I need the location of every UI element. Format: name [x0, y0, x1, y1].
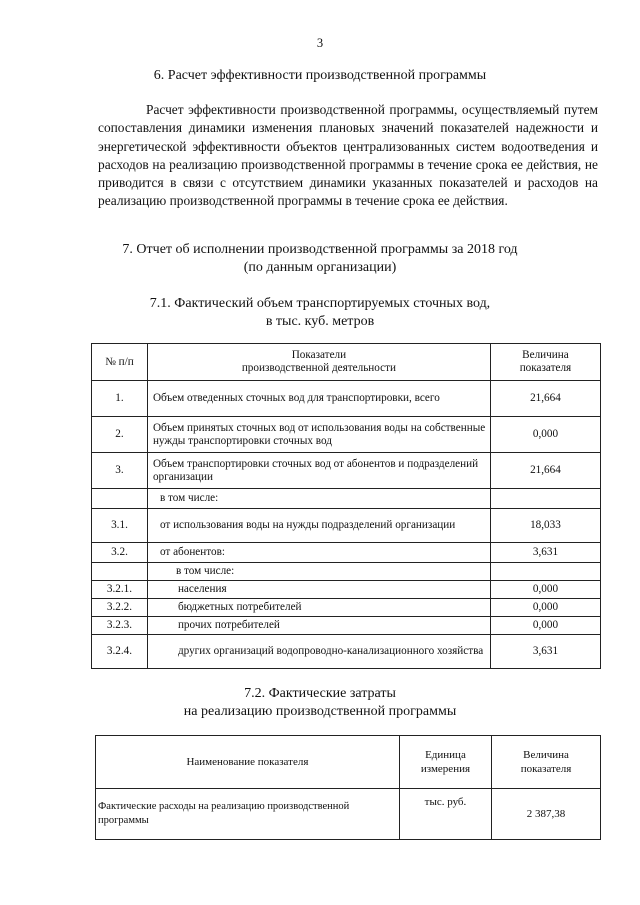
row-value [490, 489, 600, 509]
header-value [490, 344, 600, 381]
table-row [92, 599, 601, 617]
row-num: 2. [92, 417, 148, 453]
table-row [92, 563, 601, 581]
row-value: 0,000 [490, 581, 600, 599]
row-num [92, 489, 148, 509]
row-name: от использования воды на нужды подразделений организации [147, 509, 490, 543]
section-7-2-title-line2: на реализацию производственной программы [183, 704, 457, 719]
header-value-line1: Величина [522, 349, 569, 361]
section-7-2-title [0, 685, 640, 721]
row-name: других организаций водопроводно-канализационного хозяйства [147, 635, 490, 669]
header-value-line1: Величина [523, 749, 569, 761]
transport-volume-table [91, 343, 601, 669]
row-value: 2 387,38 [492, 789, 601, 840]
row-value: 21,664 [490, 453, 600, 489]
table-row [92, 581, 601, 599]
section-6-title: 6. Расчет эффективности производственной программы [153, 68, 487, 83]
row-num: 3.2.1. [92, 581, 148, 599]
header-name: Наименование показателя [96, 736, 400, 789]
row-name: в том числе: [147, 563, 490, 581]
header-unit-line2: измерения [420, 763, 471, 775]
row-num: 3.2.3. [92, 617, 148, 635]
header-name-line2: производственной деятельности [241, 362, 396, 374]
section-7-1-title [0, 295, 640, 331]
header-num: № п/п [92, 344, 148, 381]
row-num: 3.2.2. [92, 599, 148, 617]
row-value: 3,631 [490, 543, 600, 563]
row-name: от абонентов: [147, 543, 490, 563]
table-header-row [96, 736, 601, 789]
header-name [147, 344, 490, 381]
table-row [92, 453, 601, 489]
header-unit-line1: Единица [425, 749, 466, 761]
row-name: Объем отведенных сточных вод для транспортировки, всего [147, 381, 490, 417]
table-row [96, 789, 601, 840]
row-name: Объем транспортировки сточных вод от абонентов и подразделений организации [147, 453, 490, 489]
row-num: 3.2.4. [92, 635, 148, 669]
row-value: 0,000 [490, 617, 600, 635]
row-name: Фактические расходы на реализацию производственной программы [96, 789, 400, 840]
costs-table [95, 735, 601, 840]
header-value-line2: показателя [519, 362, 572, 374]
row-num: 3.2. [92, 543, 148, 563]
row-value: 0,000 [490, 417, 600, 453]
header-name-line1: Показатели [291, 349, 347, 361]
table-header-row [92, 344, 601, 381]
row-num [92, 563, 148, 581]
table-row [92, 381, 601, 417]
row-name: бюджетных потребителей [147, 599, 490, 617]
section-7-title [0, 241, 640, 277]
table-row [92, 617, 601, 635]
table-row [92, 489, 601, 509]
row-name: Объем принятых сточных вод от использования воды на собственные нужды транспортировки сточных вод [147, 417, 490, 453]
row-value: 0,000 [490, 599, 600, 617]
section-7-title-line2: (по данным организации) [243, 260, 397, 275]
row-value: 3,631 [490, 635, 600, 669]
row-num: 3. [92, 453, 148, 489]
row-value: 21,664 [490, 381, 600, 417]
row-name: в том числе: [147, 489, 490, 509]
table-row [92, 543, 601, 563]
page-number: 3 [316, 36, 324, 50]
header-unit [399, 736, 491, 789]
row-unit: тыс. руб. [399, 789, 491, 840]
section-7-1-title-line1: 7.1. Фактический объем транспортируемых сточных вод, [149, 296, 491, 311]
header-value [492, 736, 601, 789]
section-7-title-line1: 7. Отчет об исполнении производственной программы за 2018 год [122, 242, 518, 257]
header-value-line2: показателя [520, 763, 572, 775]
section-7-2-title-line1: 7.2. Фактические затраты [244, 686, 396, 701]
row-value [490, 563, 600, 581]
row-value: 18,033 [490, 509, 600, 543]
row-num: 3.1. [92, 509, 148, 543]
section-6-paragraph-text: Расчет эффективности производственной программы, осуществляемый путем сопоставления динамики изменения плановых значений показателей надежности и энергетической эффективности объектов централизованных систем водоотведения и расходов на реализацию производственной программы в течение срока ее действия, не приводится в связи с отсутствием динамики указанных показателей и расходов на реализацию производственной программы в течение срока ее действия. [98, 102, 598, 209]
row-name: населения [147, 581, 490, 599]
row-name: прочих потребителей [147, 617, 490, 635]
table-row [92, 417, 601, 453]
section-6-paragraph [98, 101, 598, 211]
row-num: 1. [92, 381, 148, 417]
table-row [92, 509, 601, 543]
table-row [92, 635, 601, 669]
section-7-1-title-line2: в тыс. куб. метров [265, 314, 375, 329]
